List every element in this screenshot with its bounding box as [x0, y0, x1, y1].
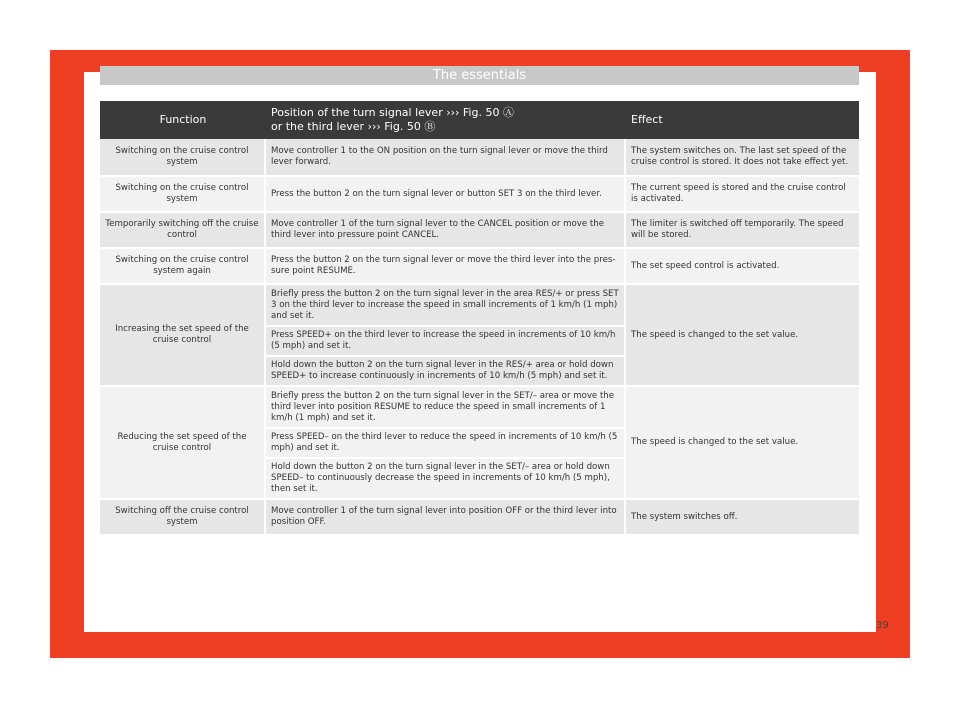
function-cell: Switching off the cruise control system [100, 500, 266, 536]
effect-cell: The speed is changed to the set value. [626, 285, 859, 387]
effect-cell: The system switches on. The last set speed of the cruise control is stored. It does not take effect yet. [626, 139, 859, 177]
position-cell: Move controller 1 of the turn signal lever to the CANCEL position or move the third lever into pressure point CANCEL. [266, 213, 626, 249]
position-cell: Briefly press the button 2 on the turn signal lever in the SET/– area or move the third lever into position RESUME to reduce the speed in small increments of 1 km/h (1 mph) and set it. [266, 387, 626, 429]
table-row [100, 285, 859, 327]
header-position-line2: or the third lever ››› Fig. 50 Ⓑ [271, 120, 436, 133]
header-effect: Effect [626, 101, 859, 139]
table-row [100, 213, 859, 249]
effect-cell: The current speed is stored and the cruise control is activated. [626, 177, 859, 213]
function-cell: Switching on the cruise control system [100, 139, 266, 177]
position-cell: Press the button 2 on the turn signal lever or move the third lever into the pres-sure point RESUME. [266, 249, 626, 285]
table-row [100, 249, 859, 285]
function-cell: Temporarily switching off the cruise control [100, 213, 266, 249]
cruise-control-table [100, 101, 859, 536]
position-cell: Press SPEED+ on the third lever to increase the speed in increments of 10 km/h (5 mph) and set it. [266, 327, 626, 357]
section-title: The essentials [432, 68, 527, 83]
position-cell: Hold down the button 2 on the turn signal lever in the SET/– area or hold down SPEED– to continuously decrease the speed in increments of 10 km/h (5 mph), then set it. [266, 459, 626, 500]
position-cell: Press the button 2 on the turn signal lever or button SET 3 on the third lever. [266, 177, 626, 213]
function-cell: Switching on the cruise control system [100, 177, 266, 213]
section-header [100, 66, 859, 85]
effect-cell: The speed is changed to the set value. [626, 387, 859, 500]
function-cell: Switching on the cruise control system again [100, 249, 266, 285]
continue-mark: » [862, 545, 873, 564]
position-cell: Hold down the button 2 on the turn signal lever in the RES/+ area or hold down SPEED+ to increase continuously in increments of 10 km/h (5 mph) and set it. [266, 357, 626, 387]
effect-cell: The system switches off. [626, 500, 859, 536]
position-cell: Briefly press the button 2 on the turn signal lever in the area RES/+ or press SET 3 on the third lever to increase the speed in small increments of 1 km/h (1 mph) and set it. [266, 285, 626, 327]
header-position [266, 101, 626, 139]
table-row [100, 139, 859, 177]
position-cell: Press SPEED– on the third lever to reduce the speed in increments of 10 km/h (5 mph) and set it. [266, 429, 626, 459]
table-row [100, 177, 859, 213]
position-cell: Move controller 1 of the turn signal lever into position OFF or the third lever into position OFF. [266, 500, 626, 536]
effect-cell: The set speed control is activated. [626, 249, 859, 285]
table-header-row [100, 101, 859, 139]
function-cell: Increasing the set speed of the cruise control [100, 285, 266, 387]
table-row [100, 500, 859, 536]
effect-cell: The limiter is switched off temporarily. The speed will be stored. [626, 213, 859, 249]
table-row [100, 387, 859, 429]
header-position-line1: Position of the turn signal lever ››› Fig. 50 Ⓐ [271, 106, 514, 119]
function-cell: Reducing the set speed of the cruise control [100, 387, 266, 500]
position-cell: Move controller 1 to the ON position on the turn signal lever or move the third lever forward. [266, 139, 626, 177]
header-function: Function [100, 101, 266, 139]
page-number: 39 [876, 620, 889, 631]
